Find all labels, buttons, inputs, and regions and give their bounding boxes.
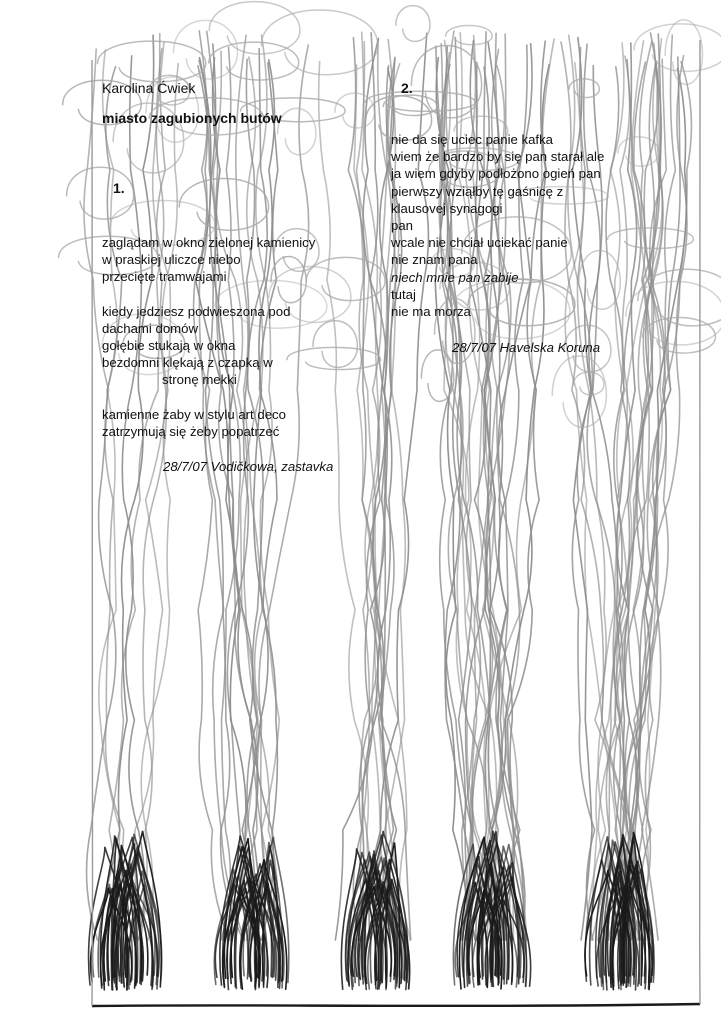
poem-line: klausovej synagogi bbox=[391, 200, 503, 216]
poem-line: tutaj bbox=[391, 286, 416, 302]
poem-1-body bbox=[102, 234, 315, 440]
poem-line: kiedy jedziesz podwieszona pod bbox=[102, 303, 291, 319]
poem-2-number: 2. bbox=[401, 80, 413, 96]
right-border-line bbox=[699, 40, 700, 1004]
author-name: Karolina Ćwiek bbox=[102, 80, 196, 96]
poem-line: dachami domów bbox=[102, 320, 199, 336]
poem-line: zaglądam w okno zielonej kamienicy bbox=[102, 235, 316, 250]
poem-2-body bbox=[391, 131, 604, 320]
drawn-swirl bbox=[396, 6, 430, 42]
poem-line: pierwszy wziąłby tę gaśnicę z bbox=[391, 183, 564, 199]
stanza-gap bbox=[102, 286, 315, 303]
poem-line: nie znam pana bbox=[391, 252, 478, 268]
ground-line bbox=[92, 1004, 700, 1006]
stanza-gap bbox=[102, 389, 315, 406]
poem-1-number: 1. bbox=[113, 180, 125, 196]
poem-line: stronę mekki bbox=[162, 372, 237, 388]
poem-line: pan bbox=[391, 217, 414, 233]
drawn-swirl bbox=[306, 257, 385, 300]
poem-line: ja wiem gdyby podłożono ogień pan bbox=[391, 166, 601, 182]
poem-line: przecięte tramwajami bbox=[102, 269, 227, 285]
drawn-swirl bbox=[209, 42, 299, 80]
poem-line: gołębie stukają w okna bbox=[102, 337, 236, 353]
poem-line: w praskiej uliczce niebo bbox=[102, 252, 241, 268]
poem-line: bezdomni klękają z czapką w bbox=[102, 355, 273, 371]
poem-line: zatrzymują się żeby popatrzeć bbox=[102, 423, 280, 439]
poem-line: nie ma morza bbox=[391, 303, 471, 319]
poem-line: nie da się uciec panie kafka bbox=[391, 132, 554, 147]
drawn-swirl bbox=[278, 108, 316, 154]
left-border-line bbox=[91, 60, 92, 1006]
poem-line: niech mnie pan zabije bbox=[391, 269, 519, 285]
poem-cycle-title: miasto zagubionych butów bbox=[102, 110, 282, 126]
poem-line: wcale nie chciał uciekać panie bbox=[391, 235, 568, 251]
drawn-swirl bbox=[98, 41, 206, 82]
drawn-swirl bbox=[209, 2, 300, 54]
poem-line: kamienne żaby w stylu art deco bbox=[102, 406, 286, 422]
poem-1-signature: 28/7/07 Vodičkowa, zastavka bbox=[163, 459, 334, 474]
poem-line: wiem że bardzo by się pan starał ale bbox=[391, 149, 605, 165]
poem-2-signature: 28/7/07 Havelska Koruna bbox=[452, 340, 601, 355]
